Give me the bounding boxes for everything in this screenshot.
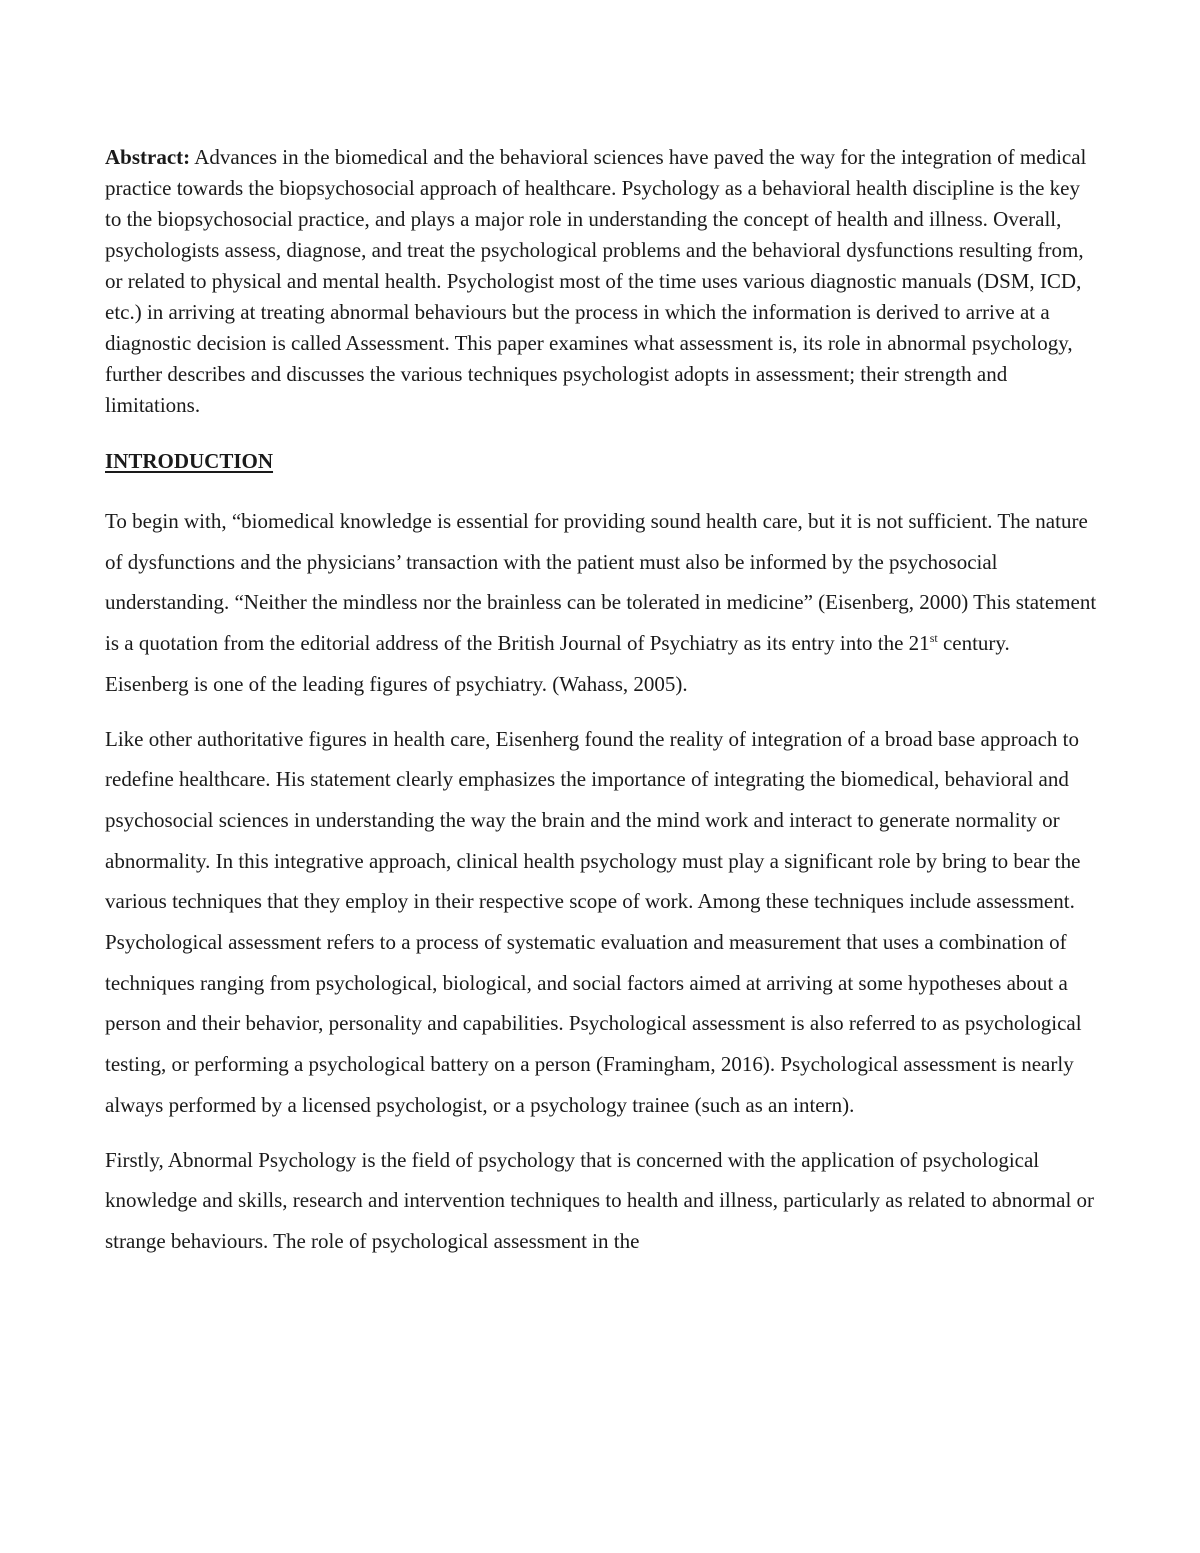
- intro-paragraph-1: [105, 501, 1097, 705]
- intro-paragraph-1-text-b: century. Eisenberg is one of the leading figures of psychiatry. (Wahass, 2005).: [105, 631, 1010, 696]
- intro-paragraph-1-text-a: To begin with, “biomedical knowledge is essential for providing sound health care, but it is not sufficient. The nature of dysfunctions and the physicians’ transaction with the patient must also be informed by the psychosocial understanding. “Neither the mindless nor the brainless can be tolerated in medicine” (Eisenberg, 2000) This statement is a quotation from the editorial address of the British Journal of Psychiatry as its entry into the 21: [105, 509, 1097, 656]
- ordinal-superscript: st: [929, 631, 938, 646]
- intro-paragraph-3: Firstly, Abnormal Psychology is the field of psychology that is concerned with the application of psychological knowledge and skills, research and intervention techniques to health and illness, particularly as related to abnormal or strange behaviours. The role of psychological assessment in the: [105, 1147, 1095, 1253]
- abstract-text: Advances in the biomedical and the behavioral sciences have paved the way for the integration of medical practice towards the biopsychosocial approach of healthcare. Psychology as a behavioral health discipline is the key to the biopsychosocial practice, and plays a major role in understanding the concept of health and illness. Overall, psychologists assess, diagnose, and treat the psychological problems and the behavioral dysfunctions resulting from, or related to physical and mental health. Psychologist most of the time uses various diagnostic manuals (DSM, ICD, etc.) in arriving at treating abnormal behaviours but the process in which the information is derived to arrive at a diagnostic decision is called Assessment. This paper examines what assessment is, its role in abnormal psychology, further describes and discusses the various techniques psychologist adopts in assessment; their strength and limitations.: [105, 145, 1087, 417]
- document-body: [105, 142, 1097, 1262]
- intro-paragraph-2: Like other authoritative figures in health care, Eisenherg found the reality of integration of a broad base approach to redefine healthcare. His statement clearly emphasizes the importance of integrating the biomedical, behavioral and psychosocial sciences in understanding the way the brain and the mind work and interact to generate normality or abnormality. In this integrative approach, clinical health psychology must play a significant role by bring to bear the various techniques that they employ in their respective scope of work. Among these techniques include assessment. Psychological assessment refers to a process of systematic evaluation and measurement that uses a combination of techniques ranging from psychological, biological, and social factors aimed at arriving at some hypotheses about a person and their behavior, personality and capabilities. Psychological assessment is also referred to as psychological testing, or performing a psychological battery on a person (Framingham, 2016). Psychological assessment is nearly always performed by a licensed psychologist, or a psychology trainee (such as an intern).: [105, 726, 1082, 1117]
- introduction-heading: INTRODUCTION: [105, 449, 274, 473]
- abstract-label: Abstract:: [105, 145, 191, 169]
- abstract-paragraph: [105, 142, 1097, 421]
